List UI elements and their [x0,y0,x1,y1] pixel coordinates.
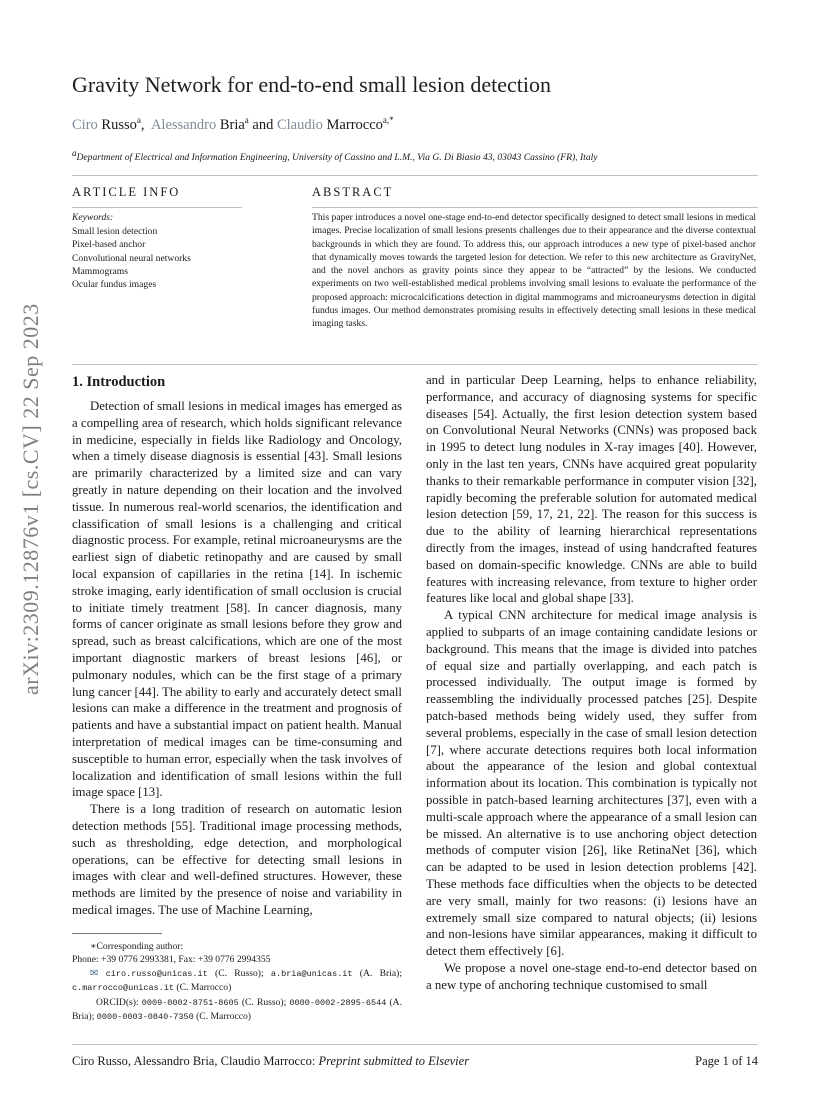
footer-venue: Preprint submitted to Elsevier [318,1054,470,1068]
body-column-left [72,398,402,919]
author-last-name: Marrocco [326,116,383,133]
corresponding-author: ∗Corresponding author: [90,941,184,952]
orcid-label: ORCID(s): [96,996,142,1008]
orcid-link[interactable]: 0009-0002-8751-8605 [141,997,239,1008]
keyword-item: Ocular fundus images [72,279,157,291]
email-link[interactable]: a.bria@unicas.it [270,968,353,979]
email-link[interactable]: ciro.russo@unicas.it [105,968,208,979]
author-list [72,115,762,134]
keywords-label: Keywords: [72,212,114,223]
email-link[interactable]: c.marrocco@unicas.it [72,983,175,994]
keyword-item: Small lesion detection [72,226,158,237]
article-info-rule [72,207,242,208]
article-info-heading: ARTICLE INFO [72,185,181,199]
author-last-name: Bria [219,116,245,133]
author-affil-sup: a [136,115,141,125]
footer-divider [72,1044,758,1045]
email-owner: (A. Bria); [352,967,402,979]
author-first-name: Alessandro [150,116,217,133]
orcid-link[interactable]: 0000-0002-2895-6544 [289,997,387,1008]
author-last-name: Russo [101,116,137,133]
orcid-owner: (A. Bria); [72,996,402,1023]
author-first-name: Claudio [276,116,323,133]
author-affil-sup: a,* [382,115,394,125]
body-paragraph: and in particular Deep Learning, helps to enhance reliability, performance, and accuracy of diagnosing systems for specific diseases [54]. Actually, the first lesion detection system based on Convolutional Neural Networks (CNNs) was proposed back in 1995 to detect lung nodules in X-ray images [40]. However, only in the last ten years, CNNs have acquired great popularity thanks to their remarkable performance in computer vision [32], rapidly becoming the preferable solution for automated medical lesion detection [59, 17, 21, 22]. The reason for this success is due to the ability of learning hierarchical representations directly from the images, instead of using handcrafted features based on domain-specific knowledge. CNNs are able to build features with increasing relevance, from texture to higher order features like local and global shape [33]. [426,373,757,606]
footnotes [72,940,402,1024]
abstract-heading: ABSTRACT [312,185,394,199]
email-owner: (C. Russo); [207,967,271,979]
keyword-item: Convolutional neural networks [72,252,191,264]
affiliation-text: Department of Electrical and Information Engineering, University of Cassino and L.M., Via G. Di Biasio 43, 03043 Cassino (FR), Italy [76,152,598,164]
abstract-rule [312,207,758,208]
affiliation-sup: a [72,148,77,158]
orcid-owner: (C. Marrocco) [193,1011,251,1023]
orcid-line [72,996,402,1025]
body-column-right [426,372,757,993]
author-affil-sup: a [244,115,249,125]
header-divider [72,175,758,176]
affiliation [72,148,762,163]
email-line [72,967,402,996]
phone-fax: Phone: +39 0776 2993381, Fax: +39 0776 2994355 [72,954,271,966]
author-separator: , [140,116,145,133]
orcid-owner: (C. Russo); [238,996,290,1008]
page-footer [72,1054,758,1069]
keyword-item: Pixel-based anchor [72,239,146,251]
footer-authors: Ciro Russo, Alessandro Bria, Claudio Marrocco: [72,1054,319,1068]
body-paragraph: Detection of small lesions in medical images has emerged as a compelling area of research, which holds significant relevance in medicine, especially in fields like Radiology and Oncology, when a timely disease diagnosis is essential [43]. Small lesions are primarily characterized by a limited size and can vary greatly in nature depending on their location and the involved tissue. In numerous real-world scenarios, the identification and classification of small lesions is a challenging and critical diagnostic process. For example, retinal microaneurysms are the earliest sign of diabetic retinopathy and are caused by small local expansion of capillaries in the retina [14]. In ischemic stroke imaging, early identification of small occlusion is crucial to initiate timely treatment [58]. In cancer diagnosis, many forms of cancer originate as small lesions before they grow and spread, such as breast calcifications, which are one of the most important diagnostic markers of breast lesions [46], or pulmonary nodules, which can be the first stage of a primary lung cancer [44]. The ability to early and accurately detect small lesions can make a difference in the treatment and prognosis of patients and have a substantial impact on patient health. Manual interpretation of medical images can be time-consuming and susceptible to human error, especially when the task involves of localization and identification of small lesions within the full image space [13]. [72,399,402,800]
page-number: Page 1 of 14 [695,1054,758,1068]
body-paragraph: We propose a novel one-stage end-to-end detector based on a new type of anchoring technique customised to small [426,960,757,992]
abstract-divider [72,364,758,365]
body-paragraph: There is a long tradition of research on automatic lesion detection methods [55]. Traditional image processing methods, such as thresholding, edge detection, and morphological operations, can be effective for detecting small lesions in images with clear and well-defined structures. However, these methods are limited by the presence of noise and variability in medical images. The use of Machine Learning, [72,802,402,917]
arxiv-identifier: arXiv:2309.12876v1 [cs.CV] 22 Sep 2023 [18,303,43,695]
orcid-link[interactable]: 0000-0003-0840-7350 [96,1012,194,1023]
author-first-name: Ciro [72,116,98,133]
keyword-item: Mammograms [72,265,128,277]
section-heading-introduction: 1. Introduction [72,374,166,390]
abstract-text: This paper introduces a novel one-stage end-to-end detector specifically designed to detect small lesions in medical images. Precise localization of small lesions presents challenges due to their appearance and the diverse contextual backgrounds in which they are found. To address this, our approach introduces a new type of pixel-based anchor that dynamically moves towards the targeted lesion for detection. We refer to this new architecture as GravityNet, and the novel anchors as gravity points since they appear to be “attracted” by the lesions. We conducted experiments on two well-established medical problems involving small lesions to evaluate the performance of the proposed approach: microcalcifications detection in digital mammograms and microaneurysms detection in digital fundus images. Our method demonstrates promising results in effectively detecting small lesions in these medical imaging tasks. [312,212,756,330]
keywords-list [72,225,191,291]
paper-title: Gravity Network for end-to-end small lesion detection [72,72,551,97]
envelope-icon: ✉ [90,967,99,979]
footnote-rule [72,933,162,934]
body-paragraph: A typical CNN architecture for medical image analysis is applied to subparts of an image containing candidate lesions or background. This means that the image is divided into patches of equal size and partially overlapping, and each patch is processed individually. The output image is formed by reassembling the individually processed patches [25]. Despite patch-based methods being widely used, they suffer from several problems, especially in the case of small lesion detection [7], where accurate detections requires both local information about the appearance of the lesion and global contextual information about its location. This combination is typically not possible in patch-based learning architectures [37], even with a multi-scale approach where the appearance of a small lesion can be missed. An alternative is to use anchoring object detection methods of computer vision [26], like RetinaNet [36], which can be adapted to be used in lesion detection problems [42]. These methods face difficulties when the objects to be detected are very small, mainly for two reasons: (i) lesions have an extremely small size compared to natural objects; (ii) lesions and non-lesions have similar appearances, making it difficult to detect them effectively [6]. [426,608,757,959]
author-conjunction: and [252,116,274,133]
email-owner: (C. Marrocco) [174,982,232,994]
